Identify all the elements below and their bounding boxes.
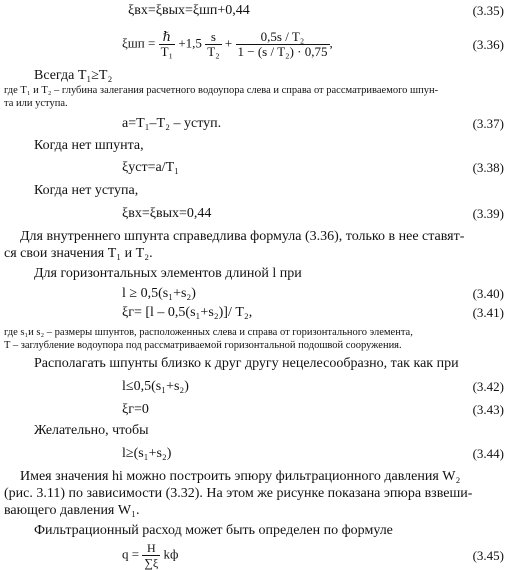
equation-number: (3.39) bbox=[472, 206, 504, 221]
paragraph-line: (рис. 3.11) по зависимости (3.32). На этом же рисунке показана эпюра взвеши- bbox=[4, 486, 473, 501]
footnote-line: где T₁ и T₂ – глубина залегания расчетного водоупора слева и справа от рассматриваемого шпун- bbox=[4, 85, 439, 96]
paragraph: Для внутреннего шпунта справедлива формула (3.36), только в нее ставят- bbox=[20, 229, 465, 244]
equation-number: (3.35) bbox=[472, 3, 504, 18]
equation-3-42: l≤0,5(s₁+s₂) bbox=[122, 379, 189, 394]
equation-3-39: ξвх=ξвых=0,44 bbox=[122, 206, 212, 221]
paragraph: Имея значения hi можно построить эпюру фильтрационного давления W₂ bbox=[20, 469, 461, 484]
paragraph-line: вающего давления W₁. bbox=[4, 503, 140, 518]
equation-number: (3.36) bbox=[472, 37, 504, 52]
text-line: Желательно, чтобы bbox=[34, 423, 149, 438]
equation-number: (3.44) bbox=[472, 446, 504, 461]
text-line: Когда нет шпунта, bbox=[34, 138, 144, 153]
equation-number: (3.40) bbox=[472, 286, 504, 301]
equation-3-35: ξвх=ξвых=ξшп+0,44 bbox=[128, 3, 250, 18]
equation-3-40: l ≥ 0,5(s₁+s₂) bbox=[122, 286, 196, 301]
equation-3-41: ξг= [l – 0,5(s₁+s₂)]/ T₂, bbox=[122, 305, 253, 320]
equation-3-43: ξг=0 bbox=[122, 402, 149, 417]
equation-3-38: ξуст=a/T₁ bbox=[122, 160, 180, 175]
paragraph-line: ся свои значения T₁ и T₂. bbox=[4, 246, 153, 261]
equation-3-37: a=T₁–T₂ – уступ. bbox=[122, 116, 222, 131]
text-line: Всегда T₁≥T₂ bbox=[34, 68, 113, 83]
equation-number: (3.37) bbox=[472, 116, 504, 131]
equation-3-36: ξшп = ℏ T₁ +1,5 $\frac{s}{\text{T₂}}$ + $\frac{\text{0,5s / T₂}}{\text{1 − (s / T₂) · 0,75}}$ , bbox=[122, 29, 333, 59]
paragraph: Располагать шпунты близко к друг другу нецелесообразно, так как при bbox=[34, 356, 459, 371]
footnote-line: где s₁и s₂ – размеры шпунтов, расположенных слева и справа от горизонтального элемента, bbox=[4, 327, 413, 338]
equation-number: (3.41) bbox=[472, 305, 504, 320]
equation-number: (3.43) bbox=[472, 402, 504, 417]
text-line: Когда нет уступа, bbox=[34, 183, 139, 198]
footnote-line: та или уступа. bbox=[4, 98, 68, 109]
paragraph: Для горизонтальных элементов длиной l при bbox=[34, 266, 302, 281]
equation-number: (3.45) bbox=[472, 548, 504, 563]
paragraph: Фильтрационный расход может быть определен по формуле bbox=[34, 523, 393, 538]
footnote-line: T – заглубление водоупора под рассматриваемой горизонтальной подошвой сооружения. bbox=[4, 340, 402, 351]
equation-number: (3.38) bbox=[472, 160, 504, 175]
equation-3-45: q = $\frac{H}{\sum\xi}$ kф bbox=[122, 541, 179, 570]
equation-number: (3.42) bbox=[472, 379, 504, 394]
equation-3-44: l≥(s₁+s₂) bbox=[122, 446, 172, 461]
